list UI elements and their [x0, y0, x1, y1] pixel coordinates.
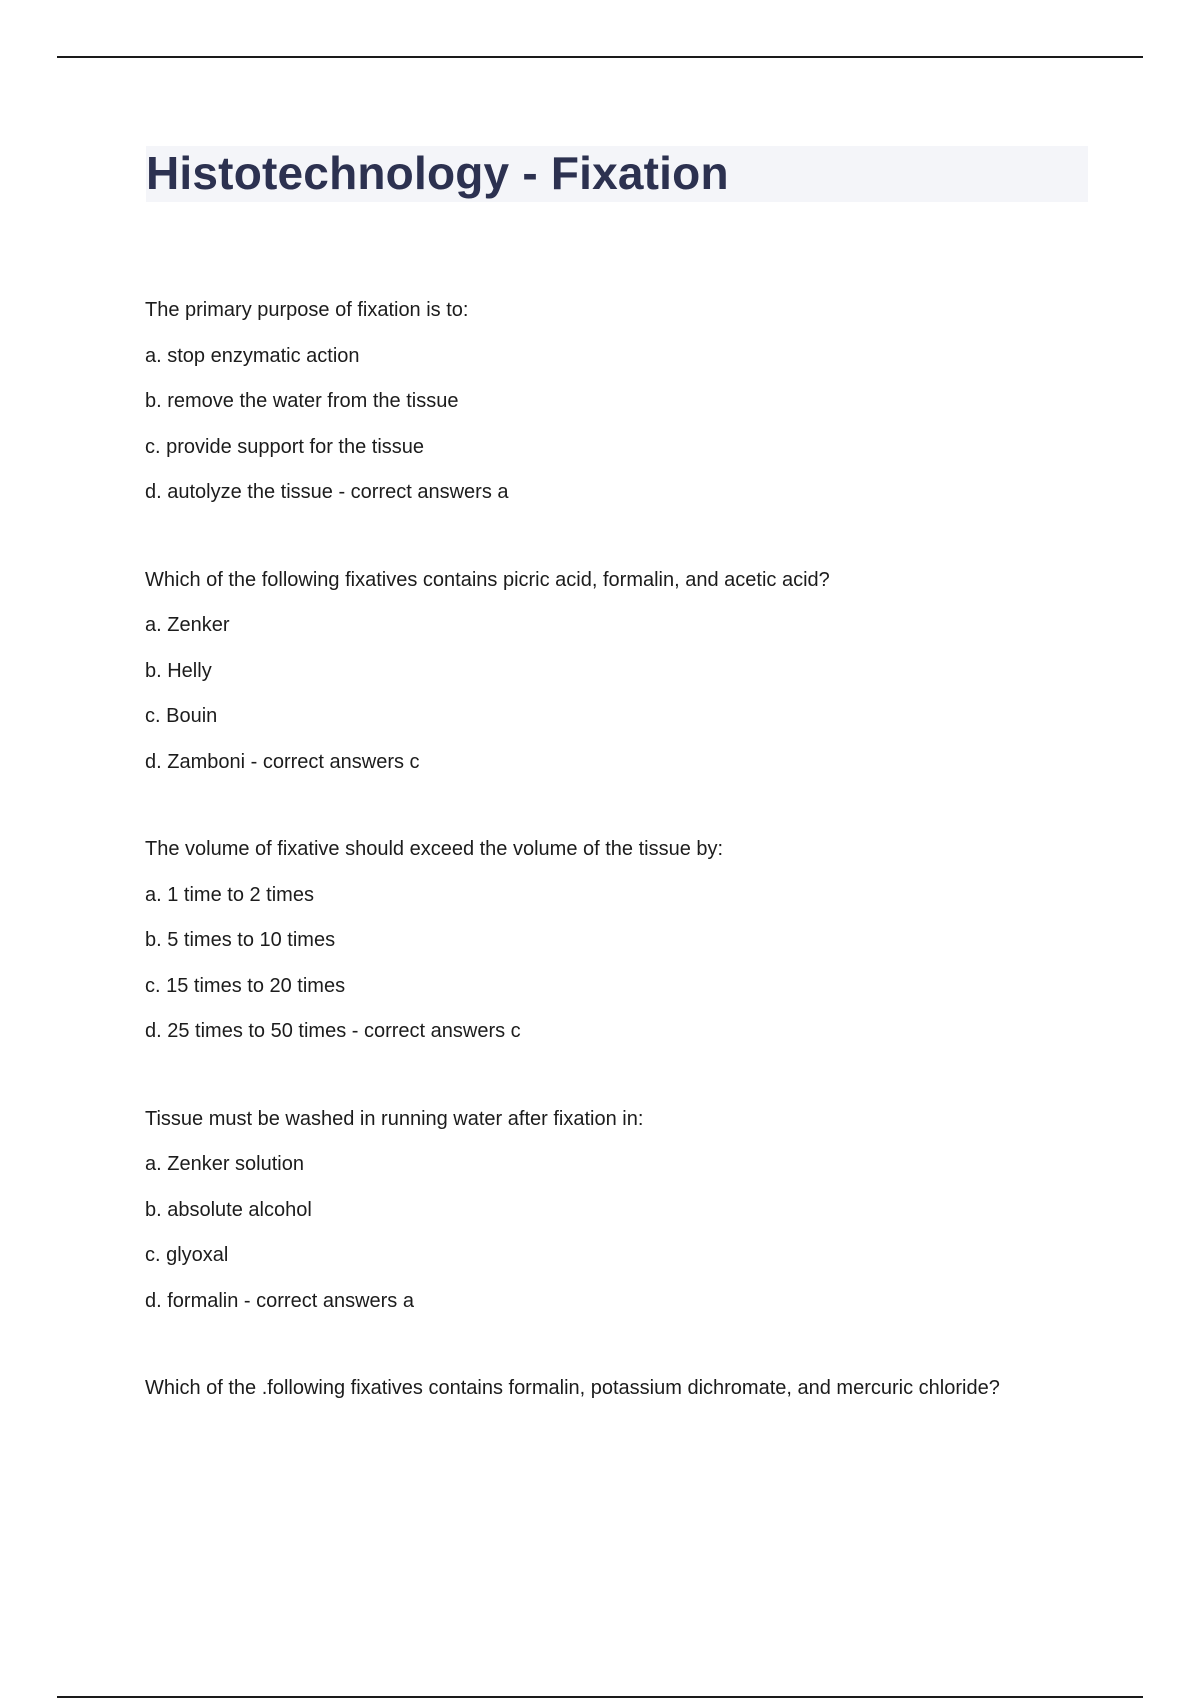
answer-option: b. absolute alcohol [145, 1198, 312, 1221]
answer-option: c. glyoxal [145, 1244, 229, 1266]
question-prompt: The primary purpose of fixation is to: [145, 299, 469, 321]
answer-option: b. 5 times to 10 times [145, 929, 336, 951]
answer-option: a. Zenker solution [145, 1153, 304, 1175]
answer-option: d. Zamboni - correct answers c [145, 750, 420, 773]
answer-option: c. Bouin [145, 705, 218, 727]
answer-option: a. Zenker [145, 614, 230, 636]
answer-option: a. 1 time to 2 times [145, 883, 314, 906]
page-title: Histotechnology - Fixation [146, 147, 729, 199]
answer-option: a. stop enzymatic action [145, 344, 360, 367]
question-prompt: Which of the .following fixatives contains formalin, potassium dichromate, and mercuric chloride? [145, 1377, 1000, 1399]
question-3 [145, 827, 1105, 1055]
question-list [145, 288, 1105, 1454]
top-rule [57, 56, 1143, 58]
question-prompt: The volume of fixative should exceed the volume of the tissue by: [145, 838, 724, 860]
answer-option: b. remove the water from the tissue [145, 390, 459, 412]
bottom-rule [57, 1696, 1143, 1698]
answer-option: d. autolyze the tissue - correct answers a [145, 481, 509, 503]
answer-option: c. 15 times to 20 times [145, 974, 346, 997]
question-prompt: Which of the following fixatives contains picric acid, formalin, and acetic acid? [145, 568, 830, 591]
question-5 [145, 1366, 1105, 1412]
answer-option: c. provide support for the tissue [145, 435, 425, 458]
question-1 [145, 288, 1105, 516]
answer-option: d. formalin - correct answers a [145, 1289, 414, 1312]
question-prompt: Tissue must be washed in running water after fixation in: [145, 1107, 644, 1130]
question-4 [145, 1097, 1105, 1325]
question-2 [145, 558, 1105, 786]
answer-option: d. 25 times to 50 times - correct answers c [145, 1020, 521, 1042]
answer-option: b. Helly [145, 659, 212, 682]
